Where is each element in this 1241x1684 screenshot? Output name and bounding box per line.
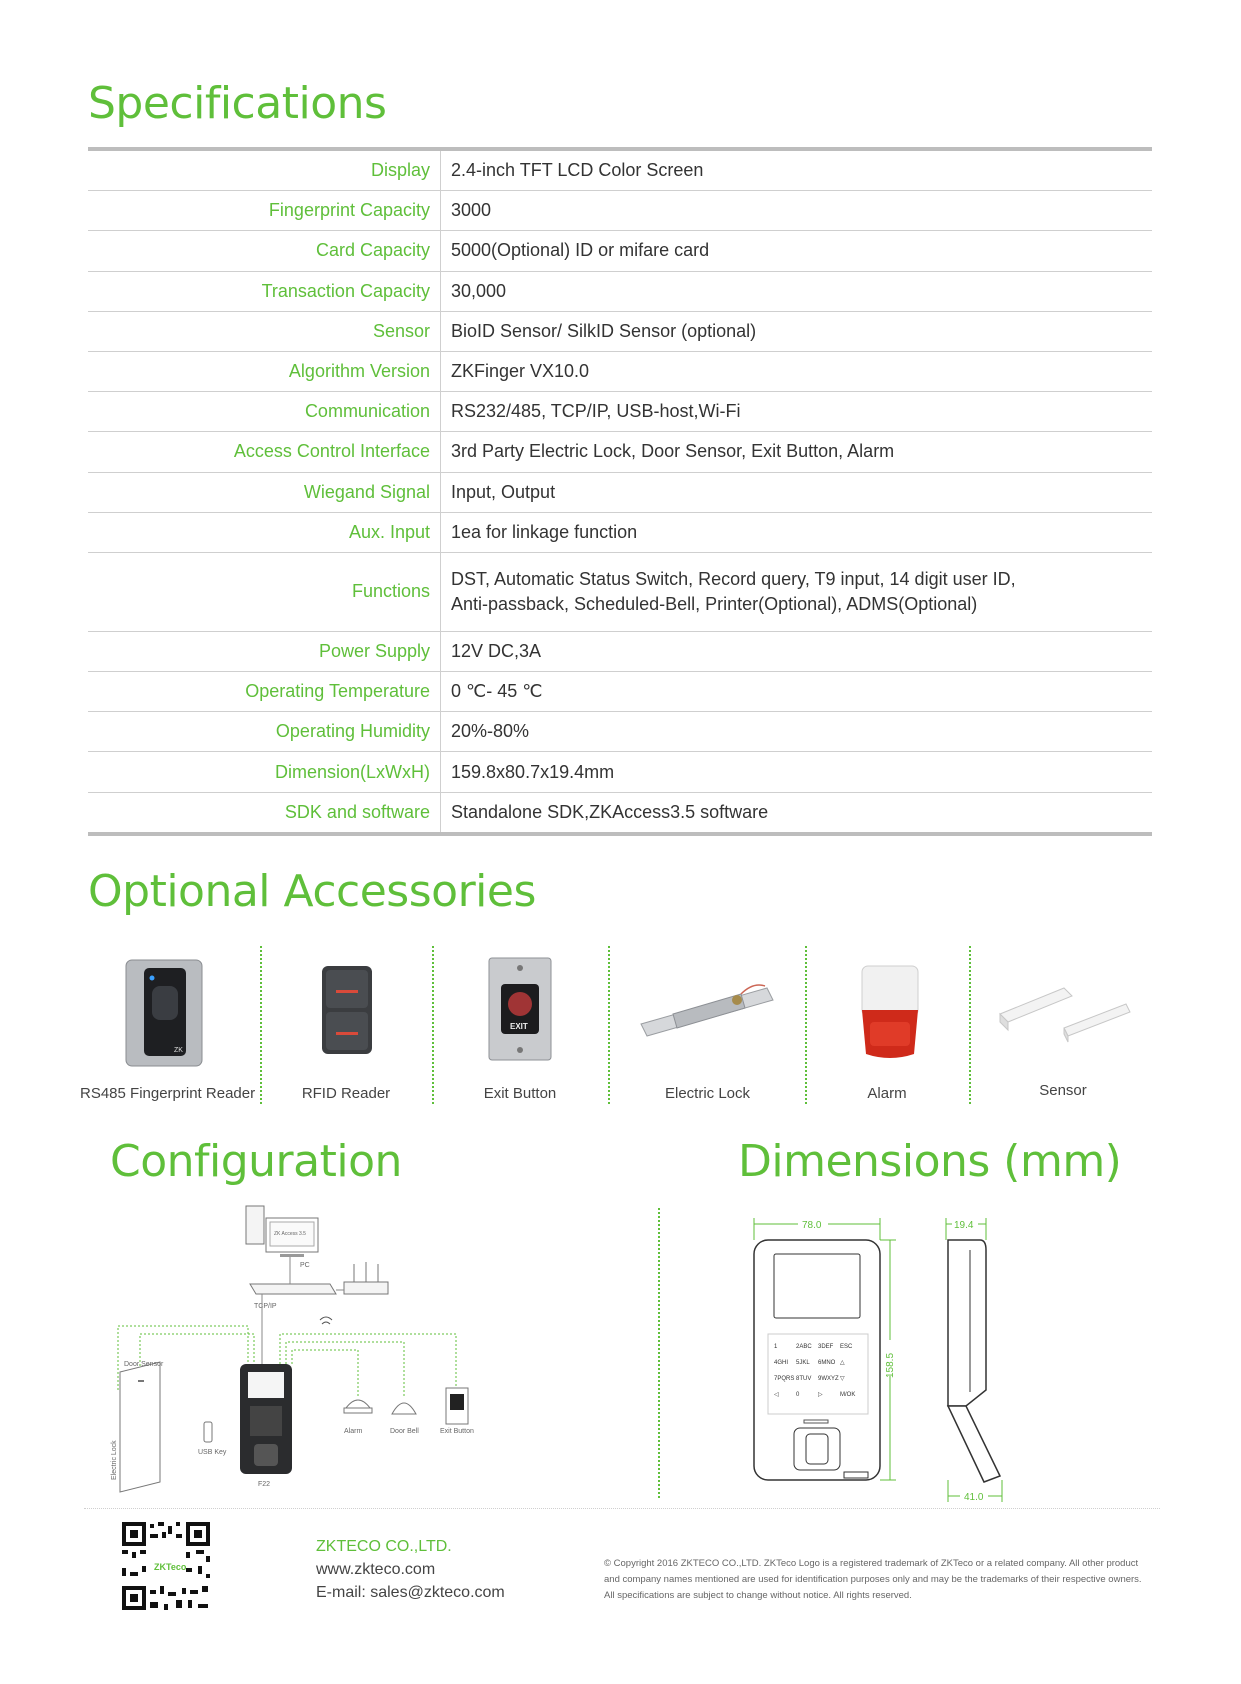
door-sensor-label: Door Sensor [124, 1361, 164, 1368]
qr-logo-text: ZKTeco [154, 1562, 187, 1572]
spec-value: 12V DC,3A [451, 640, 542, 661]
spec-row [88, 392, 1152, 432]
spec-label: Wiegand Signal [88, 472, 441, 512]
accessory-divider [805, 946, 807, 1104]
accessory-divider [260, 946, 262, 1104]
accessory-label: Electric Lock [664, 1085, 751, 1102]
spec-value: 3000 [451, 200, 492, 221]
door-bell-icon [392, 1403, 416, 1414]
spec-row [88, 311, 1152, 351]
spec-label: Functions [88, 552, 441, 631]
pc-screen-text: ZK Access 3.5 [274, 1231, 306, 1237]
spec-label: Algorithm Version [88, 351, 441, 391]
accessories-heading: Optional Accessories [88, 866, 536, 917]
company-name: ZKTECO CO.,LTD. [316, 1538, 452, 1555]
spec-row [88, 712, 1152, 752]
spec-value: BioID Sensor/ SilkID Sensor (optional) [451, 320, 757, 341]
configuration-diagram [110, 1202, 530, 1502]
keypad-key: 8TUV [796, 1376, 812, 1382]
spec-value-line: Anti-passback, Scheduled-Bell, Printer(Optional), ADMS(Optional) [451, 593, 978, 614]
usb-key-icon [204, 1422, 212, 1442]
device-side-icon [948, 1240, 1000, 1482]
keypad-key: 9WXYZ [818, 1376, 839, 1382]
spec-value: Input, Output [451, 481, 556, 502]
pc-label: PC [300, 1262, 310, 1269]
configuration-heading: Configuration [110, 1136, 402, 1187]
keypad-key: ESC [840, 1344, 853, 1350]
keypad-key: M/OK [840, 1392, 856, 1398]
base-dimension: 41.0 [964, 1492, 984, 1503]
alarm-label: Alarm [344, 1428, 363, 1435]
depth-dimension: 19.4 [954, 1220, 974, 1231]
accessory-alarm [812, 948, 962, 1108]
dimensions-heading: Dimensions (mm) [738, 1136, 1122, 1187]
keypad-key: ◁ [774, 1392, 779, 1398]
keypad-key: ▽ [840, 1376, 845, 1382]
door-bell-label: Door Bell [390, 1428, 419, 1435]
footer-divider [84, 1508, 1160, 1509]
spec-value: 0 ℃- 45 ℃ [451, 681, 543, 702]
accessory-label: RS485 Fingerprint Reader [80, 1085, 256, 1102]
accessory-divider [432, 946, 434, 1104]
keypad-key: 7PQRS [774, 1376, 795, 1382]
exit-button-label: Exit Button [440, 1428, 474, 1435]
keypad-key: △ [840, 1360, 845, 1366]
usb-key-label: USB Key [198, 1449, 227, 1456]
spec-row [88, 792, 1152, 834]
accessory-fingerprint-reader [80, 948, 256, 1108]
dimensions-drawing [740, 1210, 1120, 1510]
specifications-table [88, 147, 1152, 836]
spec-label: Dimension(LxWxH) [88, 752, 441, 792]
spec-label: Aux. Input [88, 512, 441, 552]
exit-button-small-icon [446, 1388, 468, 1424]
spec-label: Operating Humidity [88, 712, 441, 752]
device-label: F22 [258, 1481, 271, 1488]
spec-row [88, 351, 1152, 391]
spec-value [441, 552, 1153, 631]
rfid-reader-icon [320, 964, 374, 1056]
keypad-key: 0 [796, 1392, 800, 1398]
spec-value: 30,000 [451, 280, 507, 301]
spec-row [88, 752, 1152, 792]
device-front-icon [754, 1240, 880, 1480]
copyright-notice: © Copyright 2016 ZKTECO CO.,LTD. ZKTeco Logo is a registered trademark of ZKTeco or a related company. All other product and company names mentioned are used for identification purposes only and may be the trademarks of their respective owners. All specifications are subject to change without notice. All rights reserved. [604, 1558, 1142, 1601]
spec-row [88, 631, 1152, 671]
website-link[interactable]: www.zkteco.com [316, 1561, 436, 1578]
accessory-electric-lock [615, 948, 800, 1108]
keypad-key: 6MNO [818, 1360, 836, 1366]
spec-label: Card Capacity [88, 231, 441, 271]
door-icon [120, 1362, 160, 1492]
wifi-signal-icon [320, 1317, 332, 1324]
spec-value-line: DST, Automatic Status Switch, Record query, T9 input, 14 digit user ID, [451, 568, 1016, 589]
alarm-device-icon [344, 1400, 372, 1413]
keypad-key: ▷ [818, 1392, 823, 1398]
qr-code-icon [120, 1520, 212, 1612]
alarm-icon [852, 962, 928, 1062]
accessory-rfid-reader [270, 948, 422, 1108]
spec-row [88, 271, 1152, 311]
spec-value: ZKFinger VX10.0 [451, 361, 590, 382]
spec-label: Communication [88, 392, 441, 432]
electric-lock-label: Electric Lock [111, 1440, 118, 1480]
height-dimension: 158.5 [885, 1352, 896, 1378]
spec-value: RS232/485, TCP/IP, USB-host,Wi-Fi [451, 401, 741, 422]
spec-value: 2.4-inch TFT LCD Color Screen [451, 160, 704, 181]
electric-lock-icon [637, 974, 777, 1054]
accessory-divider [608, 946, 610, 1104]
exit-button-icon [487, 956, 553, 1062]
accessory-exit-button [440, 948, 600, 1108]
spec-row [88, 149, 1152, 191]
spec-label: Access Control Interface [88, 432, 441, 472]
spec-row [88, 672, 1152, 712]
width-dimension: 78.0 [802, 1220, 822, 1231]
wifi-router-icon [336, 1262, 388, 1294]
spec-row [88, 512, 1152, 552]
spec-value: 159.8x80.7x19.4mm [451, 761, 615, 782]
svg-text:ZK: ZK [174, 1047, 183, 1054]
accessory-label: Sensor [1039, 1082, 1087, 1099]
keypad-key: 2ABC [796, 1344, 812, 1350]
spec-label: Operating Temperature [88, 672, 441, 712]
spec-row [88, 432, 1152, 472]
accessory-label: Exit Button [483, 1085, 557, 1102]
spec-label: Display [88, 149, 441, 191]
spec-value: 20%-80% [451, 721, 530, 742]
spec-label: Fingerprint Capacity [88, 191, 441, 231]
spec-value: Standalone SDK,ZKAccess3.5 software [451, 801, 769, 822]
device-f22-icon [240, 1364, 292, 1474]
keypad-key: 1 [774, 1344, 778, 1350]
spec-label: SDK and software [88, 792, 441, 834]
keypad-key: 4GHI [774, 1360, 789, 1366]
spec-row [88, 552, 1152, 631]
accessory-sensor [978, 948, 1148, 1108]
spec-label: Sensor [88, 311, 441, 351]
accessory-label: RFID Reader [301, 1085, 391, 1102]
spec-label: Transaction Capacity [88, 271, 441, 311]
fingerprint-reader-icon [124, 958, 204, 1068]
exit-text: EXIT [510, 1022, 528, 1031]
section-divider [658, 1208, 660, 1498]
accessory-divider [969, 946, 971, 1104]
pc-icon [246, 1206, 318, 1257]
keypad-key: 5JKL [796, 1360, 810, 1366]
specifications-heading: Specifications [88, 78, 387, 129]
email-link[interactable]: E-mail: sales@zkteco.com [316, 1584, 505, 1601]
keypad-key: 3DEF [818, 1344, 834, 1350]
door-sensor-icon [994, 978, 1134, 1048]
spec-row [88, 191, 1152, 231]
spec-value: 3rd Party Electric Lock, Door Sensor, Exit Button, Alarm [451, 441, 895, 462]
spec-label: Power Supply [88, 631, 441, 671]
spec-value: 5000(Optional) ID or mifare card [451, 240, 710, 261]
tcpip-label: TCP/IP [254, 1303, 277, 1310]
spec-row [88, 231, 1152, 271]
network-switch-icon [250, 1257, 336, 1294]
spec-value: 1ea for linkage function [451, 521, 638, 542]
spec-row [88, 472, 1152, 512]
accessory-label: Alarm [867, 1085, 907, 1102]
